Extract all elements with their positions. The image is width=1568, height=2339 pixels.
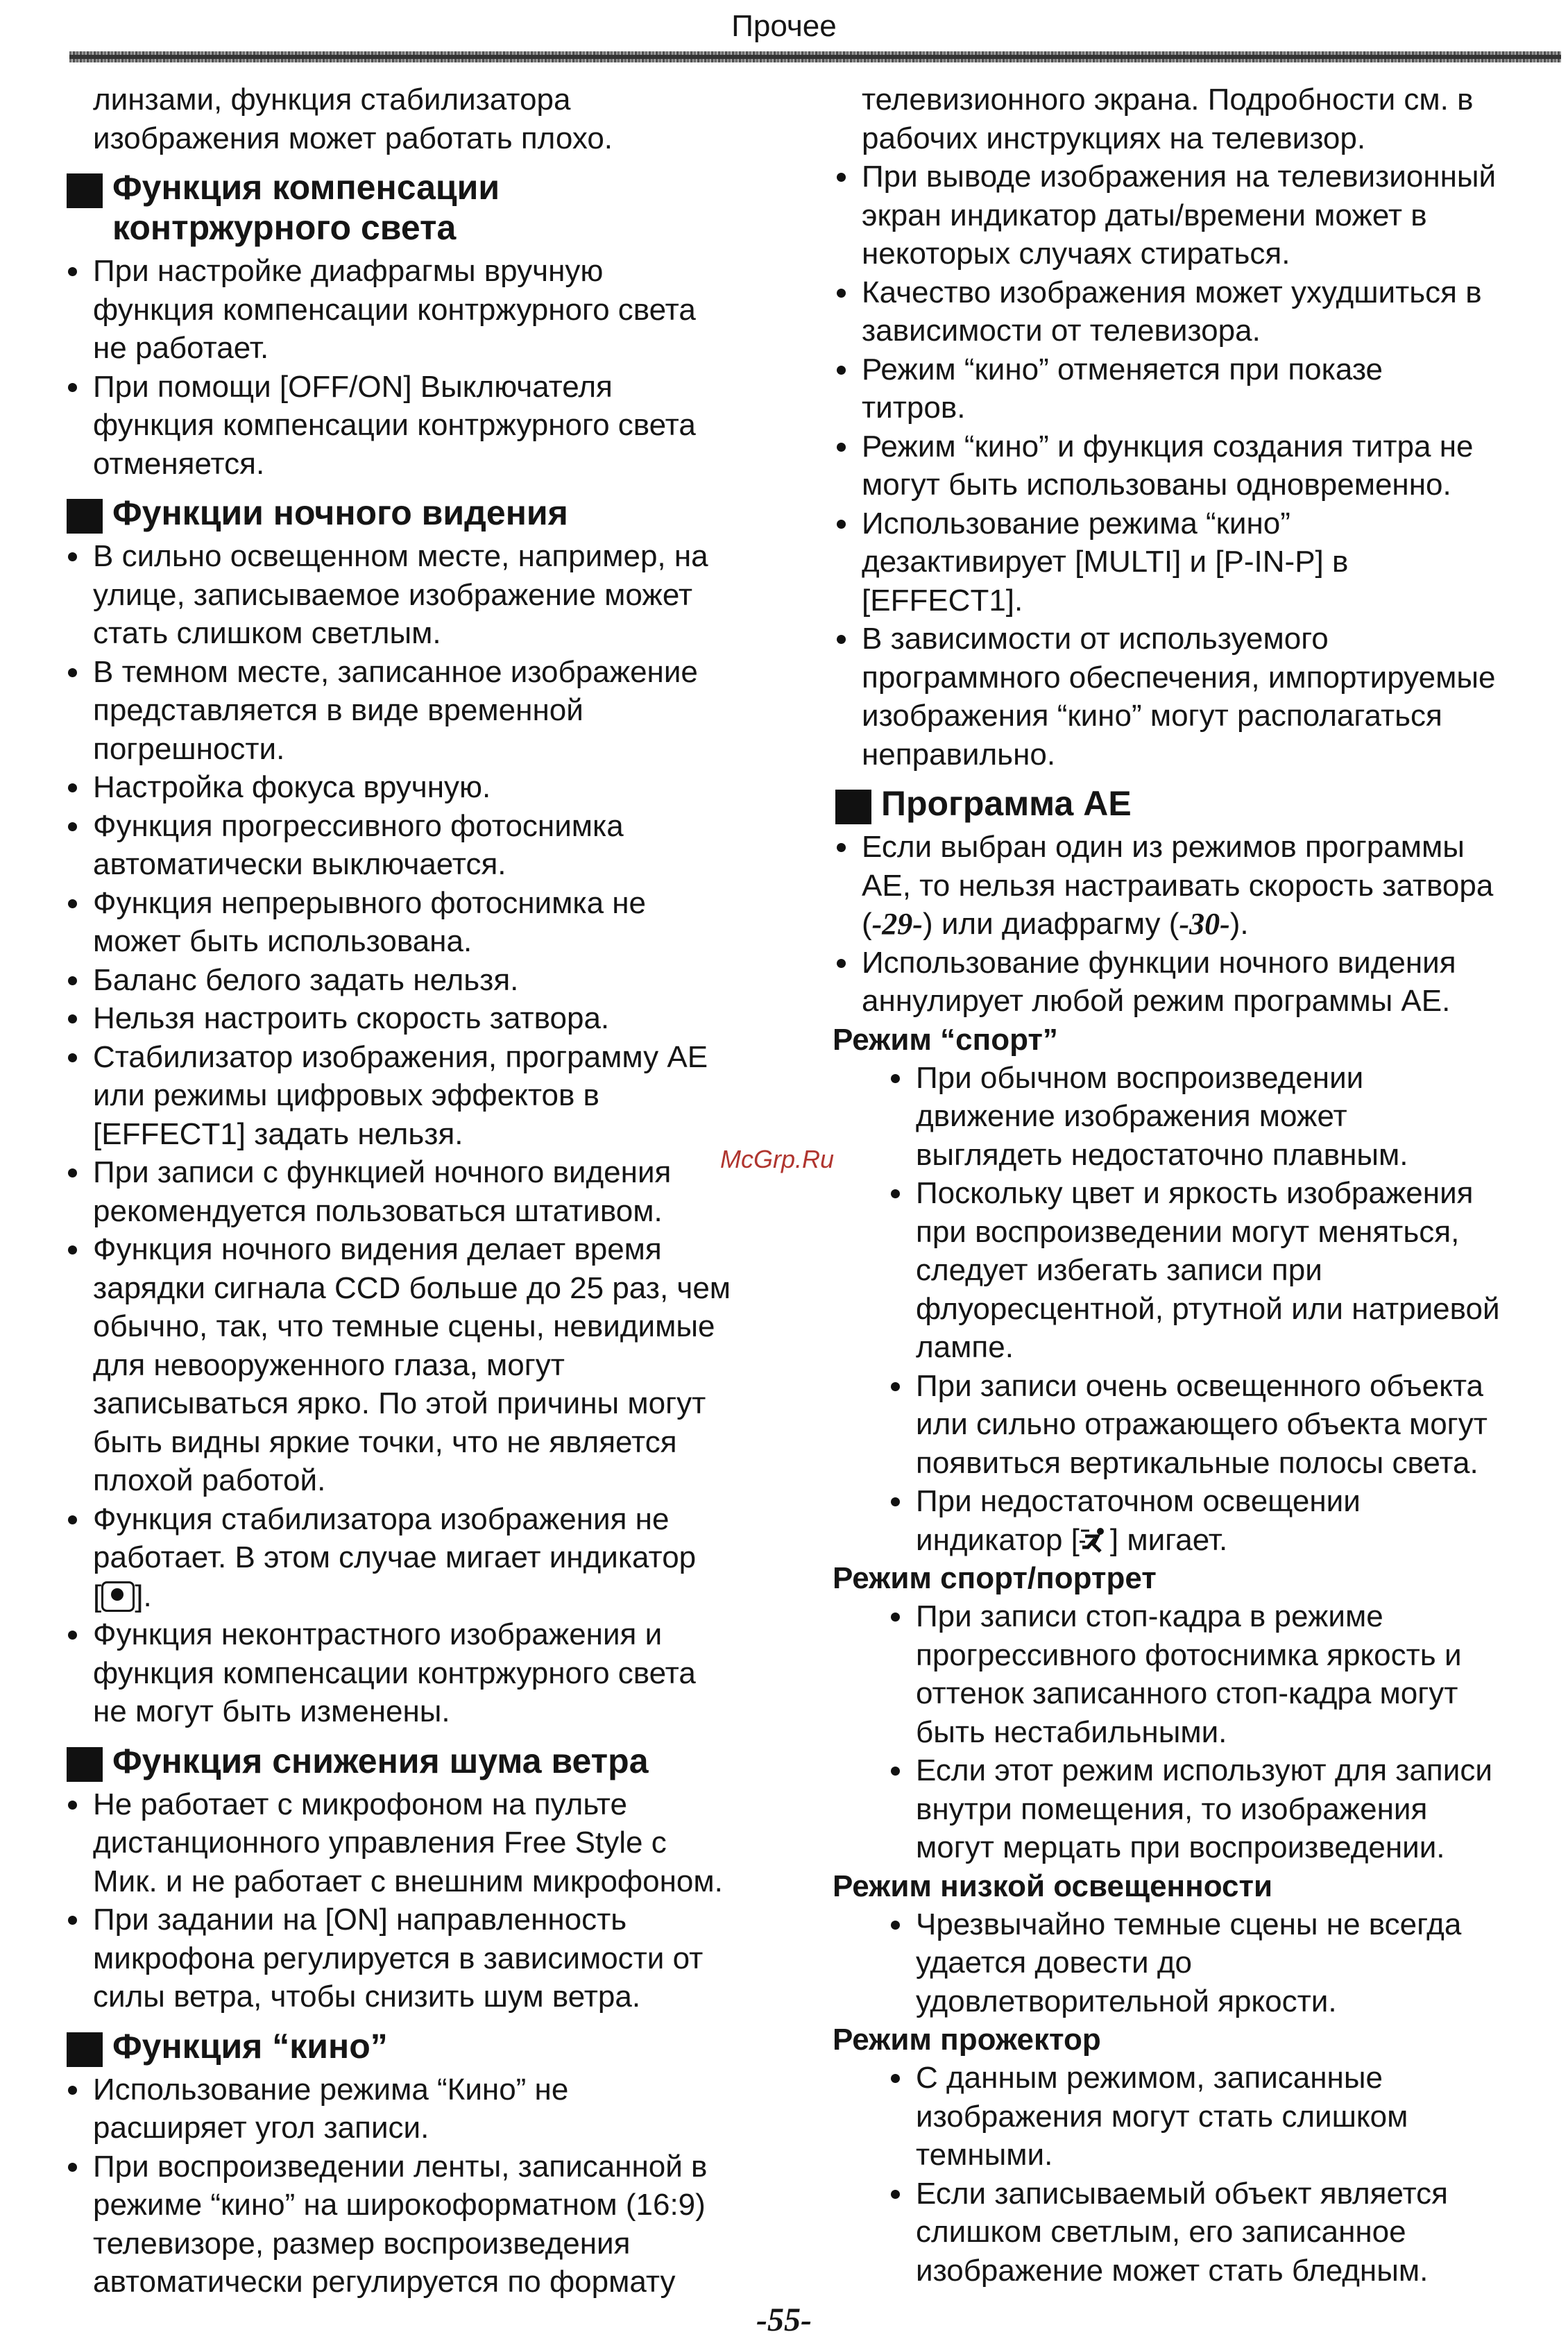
bullet-line: При воспроизведении ленты, записанной в — [93, 2149, 708, 2184]
bullet-item — [64, 1230, 785, 1500]
page-number: -55- — [756, 2302, 812, 2338]
bullet-line: Стабилизатор изображения, программу АЕ — [93, 1039, 708, 1074]
header-rule — [69, 51, 1561, 62]
bullet-line — [862, 905, 1561, 944]
stabilizer-indicator-icon — [101, 1581, 135, 1612]
bullet-item — [64, 961, 785, 1000]
bullet-icon — [837, 635, 846, 644]
bullet-line: Режим “кино” и функция создания титра не — [862, 429, 1474, 463]
bullet-line — [916, 1521, 1561, 1560]
bullet-line: могут быть использованы одновременно. — [862, 468, 1451, 502]
bullet-icon — [837, 843, 846, 852]
bullet-item — [887, 1597, 1561, 1751]
bullet-icon — [68, 899, 77, 908]
section-heading — [833, 783, 1561, 824]
bullet-line: Использование режима “кино” — [862, 506, 1290, 541]
heading-square-icon — [67, 1747, 103, 1782]
bullet-line: титров. — [862, 391, 966, 425]
bullet-icon — [68, 2163, 77, 2172]
bullet-line: прогрессивного фотоснимка яркость и — [916, 1638, 1462, 1672]
bullet-item — [64, 884, 785, 961]
bullet-icon — [837, 443, 846, 452]
heading-square-icon — [67, 2032, 103, 2067]
left-column — [64, 80, 785, 2302]
bullet-line: записываться ярко. По этой причины могут — [93, 1386, 706, 1420]
bullet-icon — [68, 976, 77, 985]
watermark: McGrp.Ru — [720, 1145, 835, 1173]
continued-text — [833, 80, 1561, 158]
bullet-icon — [68, 1801, 77, 1810]
bullet-icon — [891, 1921, 900, 1930]
page-ref: -29- — [871, 907, 923, 941]
bullet-line: программного обеспечения, импортируемые — [862, 660, 1496, 695]
bullet-line: аннулирует любой режим программы АЕ. — [862, 984, 1451, 1018]
paren: ( — [862, 907, 872, 941]
bullet-icon — [891, 1382, 900, 1391]
bullet-item — [64, 368, 785, 484]
mode-heading: Режим “спорт” — [833, 1022, 1058, 1057]
bullet-item — [64, 1785, 785, 1901]
bullet-line: силы ветра, чтобы снизить шум ветра. — [93, 1980, 641, 2014]
paren: ). — [1229, 907, 1249, 941]
bullet-line: движение изображения может — [916, 1099, 1347, 1133]
bullet-line: лампе. — [916, 1330, 1014, 1364]
bullet-item — [887, 1905, 1561, 2021]
bullet-line: При задании на [ON] направленность — [93, 1903, 627, 1937]
bullet-line: При записи очень освещенного объекта — [916, 1368, 1483, 1403]
bullet-line: расширяет угол записи. — [93, 2111, 429, 2145]
bullet-icon — [68, 1631, 77, 1640]
section-heading — [64, 1741, 785, 1781]
bullet-icon — [68, 1916, 77, 1925]
bullet-item — [64, 1615, 785, 1731]
text-line: линзами, функция стабилизатора — [93, 83, 571, 117]
bullet-item — [64, 768, 785, 807]
bullet-item — [887, 1174, 1561, 1367]
mode-heading: Режим спорт/портрет — [833, 1561, 1157, 1595]
bullet-line: При недостаточном освещении — [916, 1484, 1361, 1518]
bullet-icon — [837, 366, 846, 375]
heading-line: Функция компенсации — [112, 168, 500, 207]
bullet-icon — [68, 383, 77, 392]
mode-list — [833, 2059, 1561, 2290]
bullet-line: При настройке диафрагмы вручную — [93, 254, 604, 288]
bracket-close: ]. — [135, 1579, 152, 1613]
bullet-line: Баланс белого задать нельзя. — [93, 962, 519, 997]
bullet-line: функция компенсации контржурного света — [93, 292, 696, 327]
bullet-item — [64, 999, 785, 1038]
bullet-item — [833, 620, 1561, 774]
bullet-item — [64, 252, 785, 368]
bullet-item — [833, 350, 1561, 427]
bullet-line: При записи с функцией ночного видения — [93, 1155, 672, 1189]
bullet-line: не работает. — [93, 331, 269, 365]
bullet-icon — [68, 1053, 77, 1062]
bullet-line: Функция неконтрастного изображения и — [93, 1617, 663, 1651]
bullet-item — [64, 1153, 785, 1230]
bullet-line: стать слишком светлым. — [93, 616, 441, 650]
bullet-item — [64, 2070, 785, 2147]
bullet-item — [833, 158, 1561, 273]
heading-square-icon — [67, 173, 103, 208]
bullet-line: При обычном воспроизведении — [916, 1060, 1364, 1095]
bullet-line: Поскольку цвет и яркость изображения — [916, 1176, 1474, 1210]
bullet-icon — [891, 1074, 900, 1083]
bullet-line: автоматически выключается. — [93, 847, 506, 881]
bullet-line: Не работает с микрофоном на пульте — [93, 1787, 627, 1821]
bullet-line: оттенок записанного стоп-кадра могут — [916, 1676, 1458, 1710]
mode-list — [833, 1597, 1561, 1867]
bullet-icon — [68, 1168, 77, 1177]
text-line: рабочих инструкциях на телевизор. — [862, 121, 1366, 155]
bullet-item — [833, 828, 1561, 944]
bullet-line: быть видны яркие точки, что не является — [93, 1424, 677, 1459]
intro-text — [64, 80, 785, 158]
heading-text: Функция снижения шума ветра — [112, 1741, 649, 1780]
heading-line: контржурного света — [112, 208, 457, 247]
bullet-icon — [837, 289, 846, 298]
heading-text: Функции ночного видения — [112, 493, 568, 532]
bullet-line: Если выбран один из режимов программы — [862, 830, 1465, 864]
bullet-item — [64, 653, 785, 769]
bullet-line: погрешности. — [93, 731, 285, 766]
bullet-icon — [837, 520, 846, 529]
text-line: изображения может работать плохо. — [93, 121, 613, 155]
bullet-line: В сильно освещенном месте, например, на — [93, 539, 708, 573]
bullet-line: функция компенсации контржурного света — [93, 408, 696, 442]
bullet-line: Функция ночного видения делает время — [93, 1232, 662, 1266]
bullet-line: изображения могут стать слишком — [916, 2099, 1408, 2134]
bullet-line: изображение может стать бледным. — [916, 2253, 1429, 2288]
bullet-icon — [891, 1497, 900, 1506]
bullet-item — [64, 1500, 785, 1616]
bullet-line: При выводе изображения на телевизионный — [862, 160, 1497, 194]
bullet-icon — [68, 1245, 77, 1254]
text-fragment: ] мигает. — [1109, 1522, 1228, 1557]
section-heading — [64, 167, 785, 248]
bullet-line: обычно, так, что темные сцены, невидимые — [93, 1309, 715, 1343]
bullet-icon — [68, 668, 77, 677]
bullet-line: зарядки сигнала CCD больше до 25 раз, чем — [93, 1270, 731, 1305]
bullet-line: для невооруженного глаза, могут — [93, 1347, 565, 1382]
bullet-line: В темном месте, записанное изображение — [93, 654, 698, 689]
section-heading — [64, 493, 785, 533]
text-fragment: ) или диафрагму ( — [922, 907, 1179, 941]
bullet-line: Использование режима “Кино” не — [93, 2072, 569, 2107]
bullet-icon — [891, 2074, 900, 2083]
bullet-line: Качество изображения может ухудшиться в — [862, 275, 1482, 309]
bullet-item — [887, 2175, 1561, 2290]
bullet-line: быть нестабильными. — [916, 1715, 1227, 1749]
bullet-line: Использование функции ночного видения — [862, 945, 1456, 980]
bullet-line: Функция прогрессивного фотоснимка — [93, 808, 624, 843]
bullet-line: флуоресцентной, ртутной или натриевой — [916, 1291, 1500, 1326]
bullet-icon — [68, 1515, 77, 1524]
bullet-line: АЕ, то нельзя настраивать скорость затвора — [862, 868, 1494, 903]
mode-heading: Режим низкой освещенности — [833, 1869, 1273, 1903]
bullet-line: или сильно отражающего объекта могут — [916, 1407, 1488, 1441]
bullet-item — [833, 944, 1561, 1021]
bullet-icon — [837, 959, 846, 968]
bullet-item — [887, 1059, 1561, 1175]
heading-text: Программа АЕ — [881, 784, 1132, 823]
bullet-line: Режим “кино” отменяется при показе — [862, 352, 1383, 386]
bullet-line: Мик. и не работает с внешним микрофоном. — [93, 1864, 723, 1898]
bullet-line: С данным режимом, записанные — [916, 2061, 1383, 2095]
bullet-line: дезактивирует [MULTI] и [P-IN-P] в — [862, 545, 1349, 579]
section-header: Прочее — [731, 9, 837, 43]
heading-square-icon — [835, 790, 871, 824]
right-column — [833, 80, 1561, 2290]
bullet-line: может быть использована. — [93, 924, 472, 958]
bullet-icon — [68, 783, 77, 792]
bullet-line: слишком светлым, его записанное — [916, 2215, 1406, 2249]
bullet-item — [64, 807, 785, 884]
bullet-item — [887, 1751, 1561, 1867]
bullet-line: работает. В этом случае мигает индикатор — [93, 1540, 697, 1574]
bullet-icon — [68, 822, 77, 831]
bullet-item — [887, 1367, 1561, 1483]
bullet-line: Чрезвычайно темные сцены не всегда — [916, 1907, 1462, 1941]
bullet-line: Настройка фокуса вручную. — [93, 770, 491, 804]
bullet-line: удается довести до — [916, 1946, 1192, 1980]
bullet-line: телевизоре, размер воспроизведения — [93, 2226, 631, 2261]
bullet-icon — [837, 173, 846, 182]
bullet-line — [93, 1577, 785, 1616]
bullet-line: микрофона регулируется в зависимости от — [93, 1941, 704, 1975]
bullet-line: зависимости от телевизора. — [862, 314, 1261, 348]
bullet-line: режиме “кино” на широкоформатном (16:9) — [93, 2188, 706, 2222]
bullet-line: при воспроизведении могут меняться, — [916, 1214, 1460, 1249]
bullet-icon — [68, 552, 77, 561]
bullet-icon — [68, 267, 77, 276]
bullet-line: В зависимости от используемого — [862, 622, 1329, 656]
bullet-line: неправильно. — [862, 737, 1056, 772]
bullet-line: появиться вертикальные полосы света. — [916, 1445, 1478, 1480]
bullet-icon — [68, 1014, 77, 1023]
heading-text: Функция “кино” — [112, 2026, 388, 2066]
mode-list — [833, 1905, 1561, 2021]
bullet-line: функция компенсации контржурного света — [93, 1656, 696, 1690]
bullet-line: [EFFECT1] задать нельзя. — [93, 1116, 463, 1151]
bullet-line: выглядеть недостаточно плавным. — [916, 1137, 1408, 1172]
bullet-line: Если записываемый объект является — [916, 2176, 1448, 2211]
bullet-line: [EFFECT1]. — [862, 583, 1023, 618]
bullet-line: удовлетворительной яркости. — [916, 1984, 1337, 2018]
bullet-item — [833, 427, 1561, 504]
bullet-line: плохой работой. — [93, 1463, 326, 1497]
bullet-line: не могут быть изменены. — [93, 1694, 450, 1728]
bullet-line: дистанционного управления Free Style с — [93, 1826, 667, 1860]
bullet-item — [64, 2147, 785, 2302]
bullet-line: улице, записываемое изображение может — [93, 577, 692, 612]
bullet-item — [64, 537, 785, 653]
bullet-icon — [891, 2190, 900, 2199]
text-fragment: индикатор [ — [916, 1522, 1080, 1557]
bullet-icon — [891, 1767, 900, 1776]
bullet-icon — [68, 2086, 77, 2095]
bullet-line: могут мерцать при воспроизведении. — [916, 1830, 1445, 1864]
heading-square-icon — [67, 499, 103, 534]
bullet-line: рекомендуется пользоваться штативом. — [93, 1193, 663, 1228]
bullet-line: некоторых случаях стираться. — [862, 237, 1290, 271]
bullet-icon — [891, 1613, 900, 1622]
bullet-line: следует избегать записи при — [916, 1253, 1322, 1287]
bracket-open: [ — [93, 1579, 102, 1613]
bullet-line: Функция стабилизатора изображения не — [93, 1502, 670, 1536]
bullet-item — [64, 1038, 785, 1154]
bullet-line: внутри помещения, то изображения — [916, 1792, 1428, 1826]
bullet-line: автоматически регулируется по формату — [93, 2265, 676, 2299]
bullet-item — [833, 504, 1561, 620]
text-line: телевизионного экрана. Подробности см. в — [862, 83, 1474, 117]
section-heading — [64, 2026, 785, 2066]
mode-list — [833, 1059, 1561, 1560]
bullet-line: Нельзя настроить скорость затвора. — [93, 1001, 610, 1035]
bullet-line: экран индикатор даты/времени может в — [862, 198, 1427, 232]
bullet-line: Функция непрерывного фотоснимка не — [93, 885, 647, 920]
bullet-line: или режимы цифровых эффектов в — [93, 1078, 599, 1112]
bullet-line: представляется в виде временной — [93, 693, 583, 727]
mode-heading: Режим прожектор — [833, 2023, 1101, 2057]
bullet-item — [64, 1900, 785, 2016]
bullet-line: отменяется. — [93, 446, 265, 481]
bullet-line: Если этот режим используют для записи — [916, 1753, 1492, 1787]
bullet-line: изображения “кино” могут располагаться — [862, 699, 1442, 733]
bullet-item — [887, 1482, 1561, 1559]
bullet-line: При записи стоп-кадра в режиме — [916, 1599, 1383, 1633]
bullet-item — [833, 273, 1561, 350]
bullet-icon — [891, 1189, 900, 1198]
page-ref: -30- — [1179, 907, 1230, 941]
bullet-item — [887, 2059, 1561, 2175]
sport-mode-icon — [1080, 1525, 1110, 1553]
bullet-line: темными. — [916, 2138, 1053, 2172]
bullet-line: При помощи [OFF/ON] Выключателя — [93, 369, 613, 404]
